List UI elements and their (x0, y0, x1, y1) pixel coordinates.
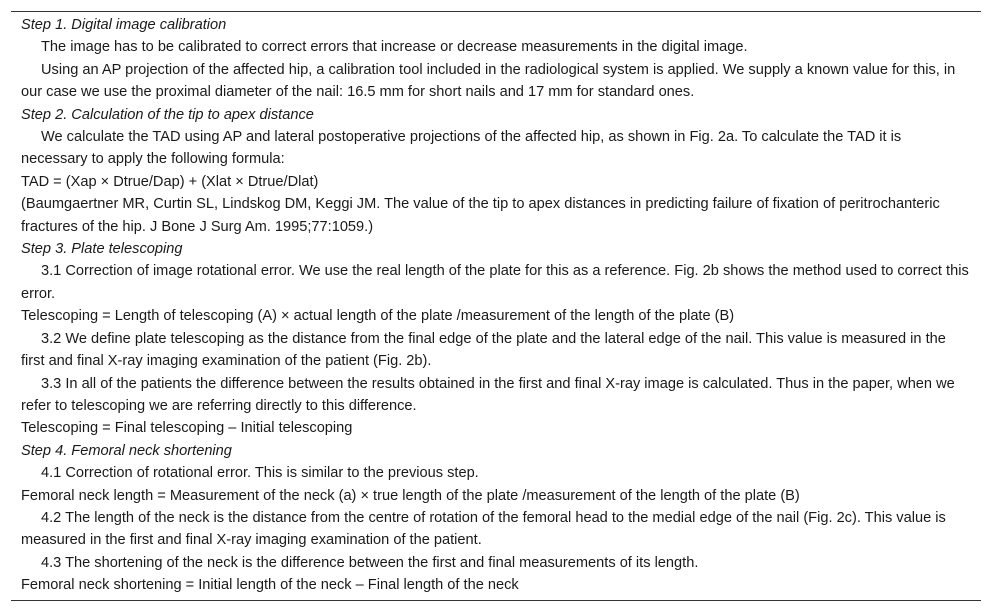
step-4-paragraph-2: 4.2 The length of the neck is the distance from the centre of rotation of the femoral head to the medial edge of the nail (Fig. 2c). This value is measured in the first and final X-ray imaging examination of the patient. (21, 509, 946, 549)
tad-reference: (Baumgaertner MR, Curtin SL, Lindskog DM, Keggi JM. The value of the tip to apex distances in predicting failure of fixation of peritrochanteric fractures of the hip. J Bone J Surg Am. 1995;77:1059.) (21, 196, 940, 235)
neck-shortening-formula: Femoral neck shortening = Initial length of the neck – Final length of the neck (21, 577, 519, 594)
step-1-heading: Step 1. Digital image calibration (21, 17, 227, 33)
step-4-heading: Step 4. Femoral neck shortening (21, 442, 232, 459)
step-3-paragraph-1: 3.1 Correction of image rotational error. We use the real length of the plate for this as a reference. Fig. 2b shows the method used to correct this error. (21, 263, 969, 302)
neck-length-formula: Femoral neck length = Measurement of the neck (a) × true length of the plate /measurement of the length of the plate (B) (21, 487, 800, 504)
step-3-paragraph-2: 3.2 We define plate telescoping as the distance from the final edge of the plate and the lateral edge of the nail. This value is measured in the first and final X-ray imaging examination of the patient (Fig. 2b). (21, 330, 946, 370)
step-3-heading: Step 3. Plate telescoping (21, 241, 183, 258)
step-1-paragraph-2: Using an AP projection of the affected hip, a calibration tool included in the radiological system is applied. We supply a known value for this, in our case we use the proximal diameter of the nail: 16.5 mm for short nails and 17 mm for standard ones. (21, 61, 956, 101)
step-3-section (21, 238, 971, 440)
step-2-paragraph-1: We calculate the TAD using AP and lateral postoperative projections of the affected hip, as shown in Fig. 2a. To calculate the TAD it is necessary to apply the following formula: (21, 129, 902, 168)
telescoping-difference-formula: Telescoping = Final telescoping – Initial telescoping (21, 420, 353, 437)
step-2-heading: Step 2. Calculation of the tip to apex distance (21, 106, 314, 123)
tad-formula: TAD = (Xap × Dtrue/Dap) + (Xlat × Dtrue/Dlat) (21, 173, 319, 190)
step-4-section (21, 440, 971, 597)
telescoping-correction-formula: Telescoping = Length of telescoping (A) × actual length of the plate /measurement of the length of the plate (B) (21, 308, 735, 325)
step-4-paragraph-3: 4.3 The shortening of the neck is the difference between the first and final measurements of its length. (41, 554, 699, 571)
step-2-section (21, 104, 971, 238)
step-4-paragraph-1: 4.1 Correction of rotational error. This is similar to the previous step. (41, 465, 479, 482)
step-1-paragraph-1: The image has to be calibrated to correct errors that increase or decrease measurements in the digital image. (41, 39, 748, 56)
step-1-section (21, 14, 971, 104)
methods-table (11, 11, 981, 601)
step-3-paragraph-3: 3.3 In all of the patients the difference between the results obtained in the first and final X-ray image is calculated. Thus in the paper, when we refer to telescoping we are referring directly to this difference. (21, 375, 955, 414)
